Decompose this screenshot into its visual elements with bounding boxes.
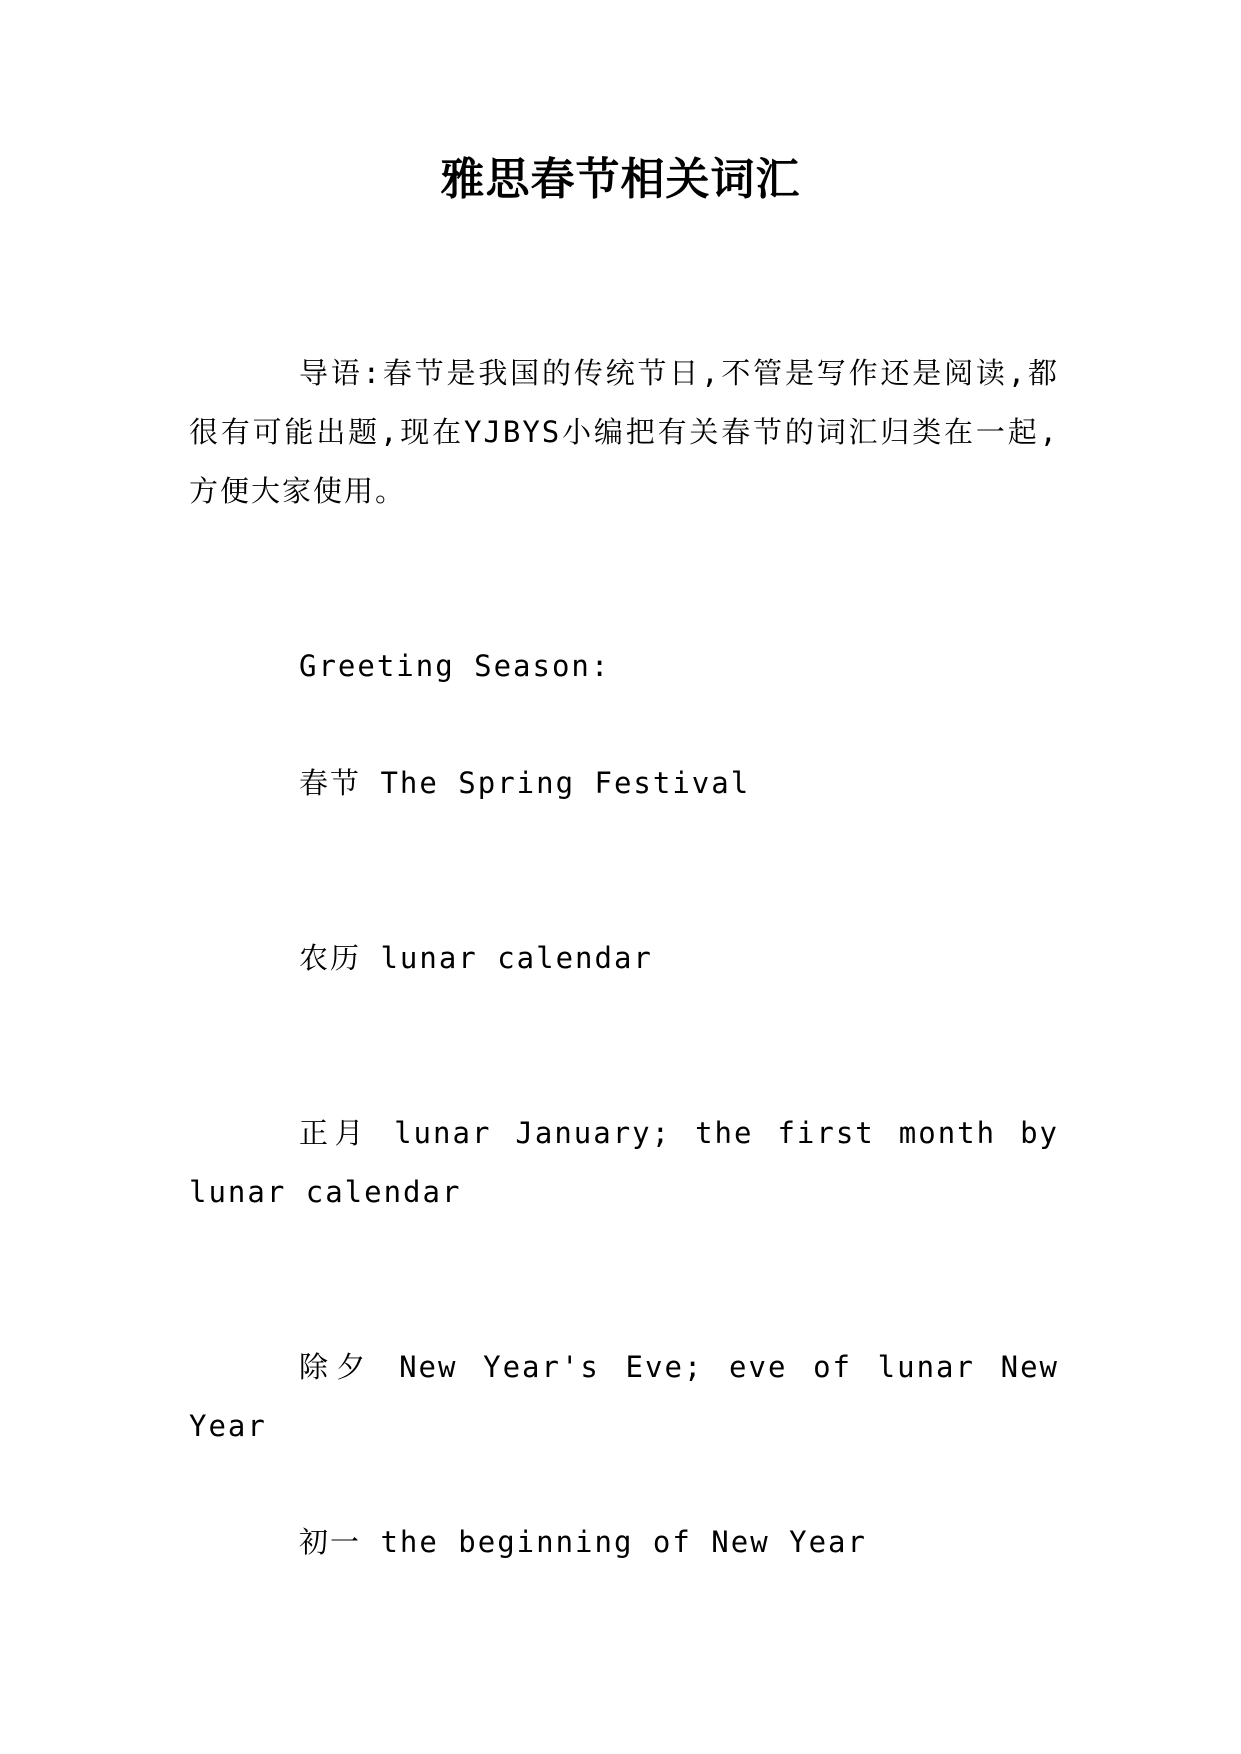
- intro-paragraph: 导语:春节是我国的传统节日,不管是写作还是阅读,都很有可能出题,现在YJBYS小编把有关春节的词汇归类在一起,方便大家使用。: [189, 356, 1059, 508]
- vocab-entry: 春节 The Spring Festival: [299, 766, 751, 800]
- vocab-entry: 初一 the beginning of New Year: [299, 1525, 867, 1559]
- vocab-entry: 农历 lunar calendar: [299, 941, 653, 975]
- vocab-entry: 正月 lunar January; the first month by lunar calendar: [189, 1116, 1059, 1209]
- document-title: 雅思春节相关词汇: [440, 154, 801, 205]
- section-heading: Greeting Season:: [299, 649, 611, 683]
- vocab-entry: 除夕 New Year's Eve; eve of lunar New Year: [189, 1350, 1059, 1443]
